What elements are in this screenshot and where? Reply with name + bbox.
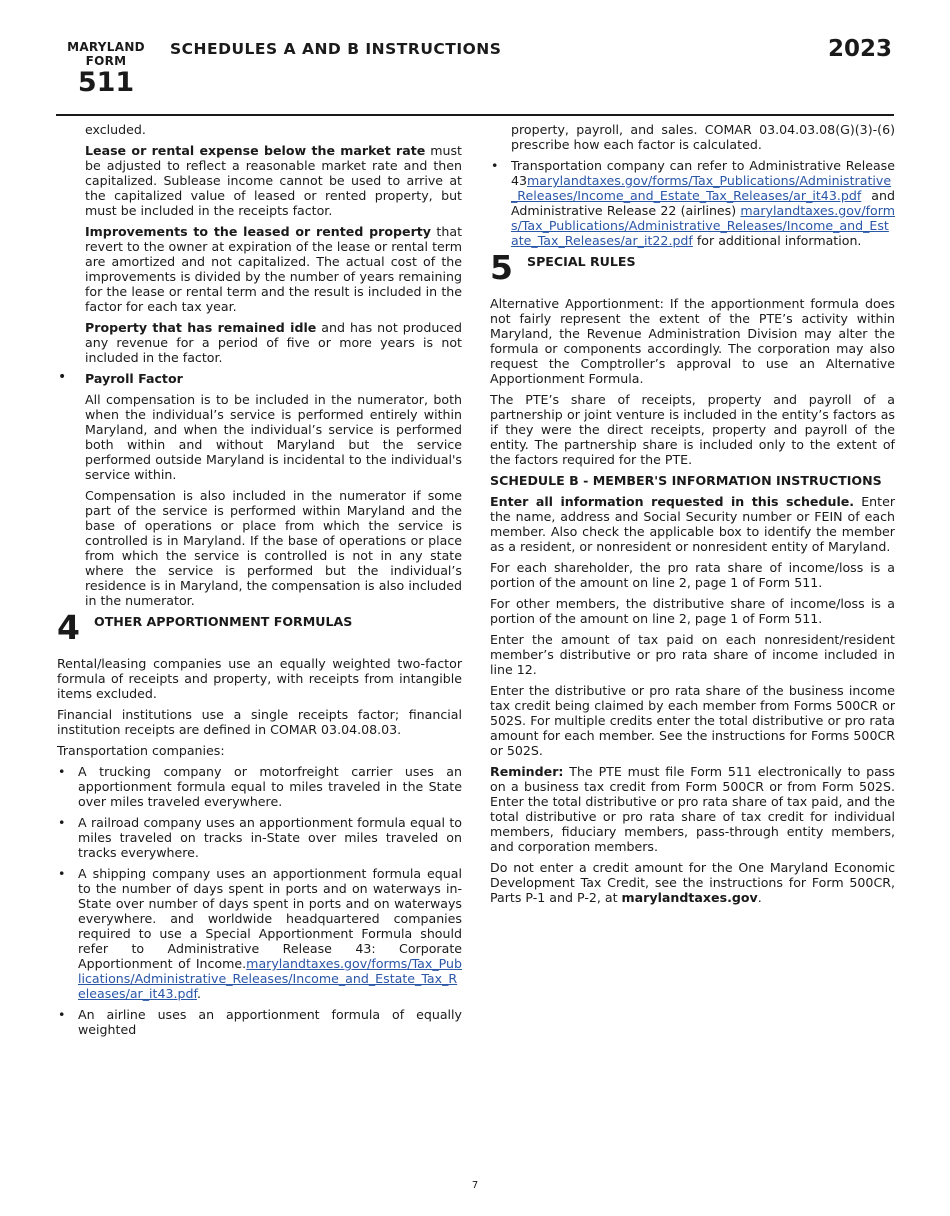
right-column	[490, 122, 895, 911]
form-label: FORM	[85, 54, 127, 68]
transportation-ref-text: Transportation company can refer to Administrative Release 43	[511, 158, 895, 188]
shipping-text: A shipping company uses an apportionment formula equal to the number of days spent in ports and on waterways in-State over number of days spent in ports and on waterways everywhere. and worldwide headquartered companies required to use a Special Apportionment Formula should refer to Administrative Release 43: Corporate Apportionment of Income.	[78, 866, 462, 971]
ar-it43-link[interactable]: marylandtaxes.gov/forms/Tax_Publications/Administrative_Releases/Income_and_Estate_Tax_Releases/ar_it43.pdf	[511, 173, 892, 203]
tax-paid-paragraph: Enter the amount of tax paid on each nonresident/resident member’s distributive or pro rata share of income included in line 12.	[490, 632, 895, 677]
idle-property-paragraph	[57, 320, 462, 365]
lease-heading: Lease or rental expense below the market rate	[85, 143, 426, 158]
trucking-text: A trucking company or motorfreight carrier uses an apportionment formula equal to miles traveled in the State over miles traveled everywhere.	[78, 764, 462, 809]
rental-paragraph: Rental/leasing companies use an equally weighted two-factor formula of receipts and property, with receipts from intangible items excluded.	[57, 656, 462, 701]
reminder-bold: Reminder:	[490, 764, 564, 779]
list-item	[57, 866, 462, 1001]
payroll-paragraph-2: Compensation is also included in the numerator if some part of the service is performed within Maryland and the base of operations or place from which the service is controlled is in Maryland. If the base of operations or place from which the service is controlled is not in any state where the service is performed but the individual’s residence is in Maryland, the compensation is also included in the numerator.	[85, 488, 462, 608]
business-credit-paragraph: Enter the distributive or pro rata share of the business income tax credit being claimed by each member from Forms 500CR or 502S. For multiple credits enter the total distributive or pro rata amount for each member. See the instructions for Forms 500CR or 502S.	[490, 683, 895, 758]
bullet-icon: •	[491, 158, 499, 173]
payroll-heading: Payroll Factor	[85, 371, 183, 386]
section-5-heading	[490, 248, 895, 290]
header-divider	[56, 114, 894, 116]
idle-text: and has not produced any revenue for a period of five or more years is not included in the factor.	[85, 320, 462, 365]
bullet-icon: •	[58, 1007, 66, 1022]
idle-heading: Property that has remained idle	[85, 320, 317, 335]
other-members-paragraph: For other members, the distributive share of income/loss is a portion of the amount on line 2, page 1 of Form 511.	[490, 596, 895, 626]
shipping-end: .	[197, 986, 202, 1001]
page-header	[0, 0, 950, 116]
bullet-icon: •	[58, 764, 66, 779]
bullet-icon: •	[58, 369, 67, 385]
schedule-b-heading: SCHEDULE B - MEMBER'S INFORMATION INSTRUCTIONS	[490, 473, 882, 488]
improvements-heading: Improvements to the leased or rented property	[85, 224, 432, 239]
section-title: OTHER APPORTIONMENT FORMULAS	[94, 614, 353, 629]
state-name: MARYLAND	[67, 40, 145, 54]
ar-it22-link[interactable]: marylandtaxes.gov/forms/Tax_Publications/Administrative_Releases/Income_and_Estate_Tax_Releases/ar_it22.pdf	[511, 203, 895, 248]
ar-it43-link[interactable]: marylandtaxes.gov/forms/Tax_Publications/Administrative_Releases/Income_and_Estate_Tax_Releases/ar_it43.pdf	[78, 956, 462, 1001]
transportation-ref-text-3: for additional information.	[692, 233, 862, 248]
improvements-text: that revert to the owner at expiration of the lease or rental term are amortized and not capitalized. The actual cost of the improvements is divided by the number of years remaining for the lease or rental term and the result is included in the factor for each tax year.	[85, 224, 463, 314]
railroad-text: A railroad company uses an apportionment formula equal to miles traveled on tracks in-State over miles traveled on tracks everywhere.	[78, 815, 462, 860]
list-item	[57, 764, 462, 809]
page-title: SCHEDULES A AND B INSTRUCTIONS	[170, 40, 502, 58]
form-number: 511	[77, 67, 135, 98]
bullet-icon: •	[58, 815, 66, 830]
lease-text: must be adjusted to reflect a reasonable market rate and then capitalized. Sublease income cannot be used to arrive at the capitalized value of leased or rented property, but must be included in the receipts factor.	[85, 143, 462, 218]
section-number: 4	[57, 608, 80, 647]
airline-text: An airline uses an apportionment formula of equally weighted	[78, 1007, 462, 1037]
left-column	[57, 122, 462, 1043]
financial-paragraph: Financial institutions use a single receipts factor; financial institution receipts are defined in COMAR 03.04.08.03.	[57, 707, 462, 737]
tax-year: 2023	[827, 36, 892, 62]
list-item	[490, 158, 895, 248]
section-4-heading	[57, 608, 462, 650]
section-number: 5	[490, 248, 513, 287]
form-state-label	[62, 40, 150, 68]
alternative-apportionment-paragraph: Alternative Apportionment: If the apportionment formula does not fairly represent the extent of the PTE’s activity within Maryland, the Revenue Administration Division may alter the formula or components accordingly. The corporation may also request the Comptroller’s approval to use an Alternative Apportionment Formula.	[490, 296, 895, 386]
do-not-enter-end: .	[757, 890, 762, 905]
list-item	[57, 815, 462, 860]
reminder-text: The PTE must file Form 511 electronically to pass on a business tax credit from Form 500CR or from Form 502S. Enter the total distributive or pro rata share of tax paid, and the total distributive or pro rata share of tax credit for individual members, fiduciary members, pass-through entity members, and corporation members.	[490, 764, 895, 854]
do-not-enter-paragraph	[490, 860, 895, 905]
shareholder-paragraph: For each shareholder, the pro rata share of income/loss is a portion of the amount on line 2, page 1 of Form 511.	[490, 560, 895, 590]
improvements-paragraph	[57, 224, 462, 314]
transportation-ref-text-2: and Administrative Release 22 (airlines)	[511, 188, 895, 218]
airline-continuation: property, payroll, and sales. COMAR 03.04.03.08(G)(3)-(6) prescribe how each factor is calculated.	[511, 122, 895, 152]
payroll-paragraph-1: All compensation is to be included in the numerator, both when the individual’s service is performed entirely within Maryland, and when the individual’s service is performed both within and without Maryland but the service performed outside Maryland is incidental to the individual's service within.	[85, 392, 462, 482]
reminder-paragraph	[490, 764, 895, 854]
do-not-enter-text: Do not enter a credit amount for the One Maryland Economic Development Tax Credit, see the instructions for Form 500CR, Parts P-1 and P-2, at	[490, 860, 895, 905]
transportation-intro: Transportation companies:	[57, 743, 225, 758]
enter-info-text: Enter the name, address and Social Security number or FEIN of each member. Also check the applicable box to identify the member as a resident, or nonresident or nonresident entity of Maryland.	[490, 494, 895, 554]
list-item	[57, 1007, 462, 1037]
bullet-icon: •	[58, 866, 66, 881]
website-bold: marylandtaxes.gov	[621, 890, 758, 905]
enter-info-paragraph	[490, 494, 895, 554]
excluded-continuation: excluded.	[85, 122, 146, 137]
lease-paragraph	[57, 143, 462, 218]
enter-info-bold: Enter all information requested in this schedule.	[490, 494, 855, 509]
page-number: 7	[471, 1180, 479, 1191]
pte-share-paragraph: The PTE’s share of receipts, property and payroll of a partnership or joint venture is included in the entity’s factors as if they were the direct receipts, property and payroll of the entity. The partnership share is included only to the extent of the factors required for the PTE.	[490, 392, 895, 467]
section-title: SPECIAL RULES	[527, 254, 636, 269]
payroll-factor-heading	[57, 371, 462, 386]
